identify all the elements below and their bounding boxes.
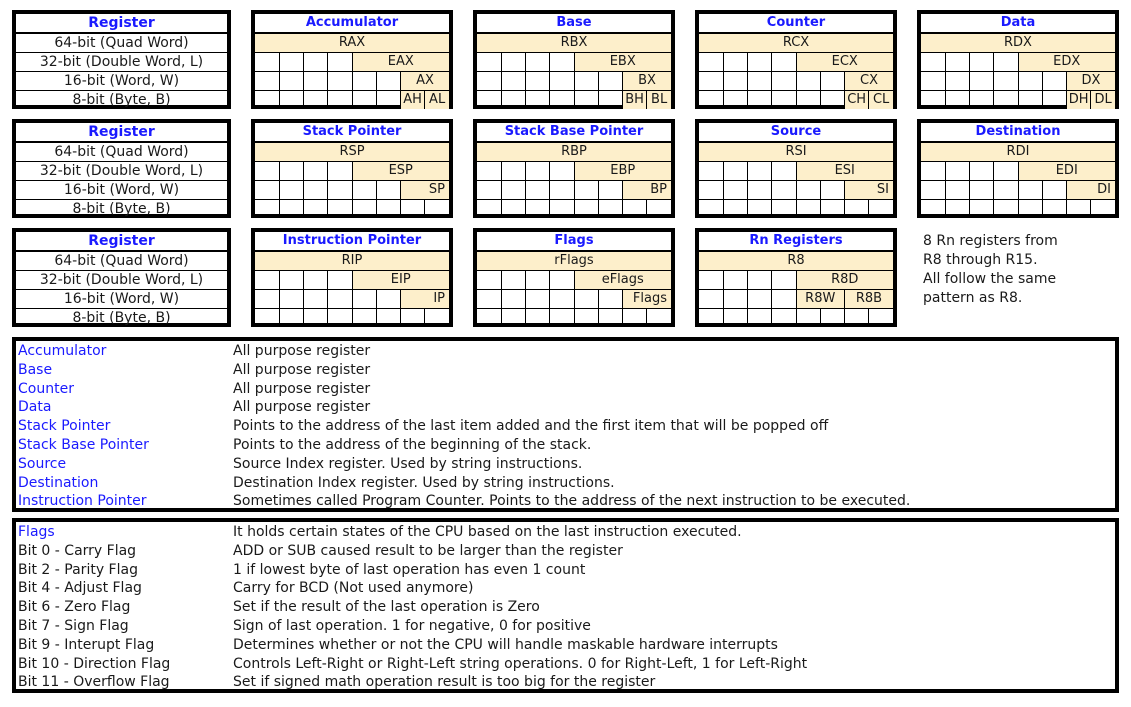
flag-descriptions-panel [12, 518, 1119, 693]
register-8bit: R8B [845, 290, 894, 309]
flag-name: Bit 11 - Overflow Flag [18, 674, 170, 691]
register-64bit: RDI [921, 142, 1115, 162]
label-32bit: 32-bit (Double Word, L) [16, 271, 227, 290]
register-description: All purpose register [233, 380, 371, 397]
register-description: Destination Index register. Used by string instructions. [233, 474, 615, 491]
flag-description: Set if signed math operation result is too big for the register [233, 674, 656, 691]
register-description: Source Index register. Used by string instructions. [233, 455, 583, 472]
register-title: Accumulator [255, 14, 449, 33]
flag-description: Controls Left-Right or Right-Left string operations. 0 for Right-Left, 1 for Left-Right [233, 655, 808, 672]
description-row [16, 417, 1115, 436]
label-table-header: Register [16, 232, 227, 251]
label-16bit: 16-bit (Word, W) [16, 72, 227, 91]
register-16bit: BP [623, 181, 672, 200]
register-32bit: ESP [352, 162, 449, 181]
flag-description: 1 if lowest byte of last operation has even 1 count [233, 561, 586, 578]
label-64bit: 64-bit (Quad Word) [16, 251, 227, 271]
register-32bit: EAX [352, 53, 449, 72]
stack-pointer-register-table [251, 119, 453, 218]
register-size-label-table [12, 119, 231, 218]
base-register-table [473, 10, 675, 109]
register-32bit: eFlags [574, 271, 671, 290]
register-descriptions-panel [12, 337, 1119, 512]
label-16bit: 16-bit (Word, W) [16, 290, 227, 309]
flag-name: Bit 0 - Carry Flag [18, 542, 137, 559]
register-8bit-high: CH [845, 91, 869, 110]
register-title: Base [477, 14, 671, 33]
register-32bit: EDX [1018, 53, 1115, 72]
flag-row [16, 523, 1115, 542]
label-16bit: 16-bit (Word, W) [16, 181, 227, 200]
accumulator-register-table [251, 10, 453, 109]
note-line: R8 through R15. [923, 252, 1038, 268]
rn-registers-table [695, 228, 897, 327]
register-title: Counter [699, 14, 893, 33]
register-title: Data [921, 14, 1115, 33]
destination-register-table [917, 119, 1119, 218]
register-name: Base [18, 361, 53, 378]
label-8bit: 8-bit (Byte, B) [16, 200, 227, 219]
register-name: Data [18, 399, 52, 416]
label-64bit: 64-bit (Quad Word) [16, 142, 227, 162]
register-8bit-low: DL [1091, 91, 1115, 110]
flag-row [16, 542, 1115, 561]
label-8bit: 8-bit (Byte, B) [16, 309, 227, 328]
description-row [16, 474, 1115, 493]
register-title: Flags [477, 232, 671, 251]
register-16bit: DX [1067, 72, 1116, 91]
register-name: Stack Base Pointer [18, 436, 149, 453]
register-16bit: R8W [796, 290, 845, 309]
instruction-pointer-register-table [251, 228, 453, 327]
description-row [16, 436, 1115, 455]
register-title: Stack Base Pointer [477, 123, 671, 142]
flag-description: Carry for BCD (Not used anymore) [233, 580, 474, 597]
data-register-table [917, 10, 1119, 109]
stack-base-pointer-register-table [473, 119, 675, 218]
register-title: Rn Registers [699, 232, 893, 251]
register-title: Source [699, 123, 893, 142]
register-description: All purpose register [233, 361, 371, 378]
flag-name: Bit 2 - Parity Flag [18, 561, 138, 578]
label-table-header: Register [16, 14, 227, 33]
label-32bit: 32-bit (Double Word, L) [16, 53, 227, 72]
label-32bit: 32-bit (Double Word, L) [16, 162, 227, 181]
register-name: Instruction Pointer [18, 493, 147, 510]
register-32bit: EBP [574, 162, 671, 181]
register-name: Destination [18, 474, 99, 491]
register-64bit: R8 [699, 251, 893, 271]
rn-registers-note [923, 232, 1058, 308]
register-8bit-high: AH [401, 91, 425, 110]
register-8bit-low: AL [425, 91, 449, 110]
register-description: Points to the address of the last item added and the first item that will be popped off [233, 418, 829, 435]
register-name: Accumulator [18, 343, 107, 359]
register-16bit: DI [1067, 181, 1116, 200]
register-description: Points to the address of the beginning of the stack. [233, 436, 592, 453]
register-description: Sometimes called Program Counter. Points to the address of the next instruction to be executed. [233, 493, 911, 510]
register-64bit: RSI [699, 142, 893, 162]
label-8bit: 8-bit (Byte, B) [16, 91, 227, 110]
register-8bit-low: CL [869, 91, 893, 110]
flag-name: Bit 10 - Direction Flag [18, 655, 171, 672]
register-64bit: RCX [699, 33, 893, 53]
description-row [16, 455, 1115, 474]
register-64bit: RBP [477, 142, 671, 162]
flag-description: Determines whether or not the CPU will handle maskable hardware interrupts [233, 636, 778, 653]
flag-name: Bit 4 - Adjust Flag [18, 580, 142, 597]
register-64bit: RSP [255, 142, 449, 162]
register-16bit: SP [401, 181, 450, 200]
register-16bit: Flags [623, 290, 672, 309]
register-16bit: BX [623, 72, 672, 91]
register-16bit: CX [845, 72, 894, 91]
register-size-label-table [12, 10, 231, 109]
register-8bit-low: BL [647, 91, 671, 110]
flag-name: Bit 6 - Zero Flag [18, 599, 131, 616]
description-row [16, 361, 1115, 380]
flag-description: Sign of last operation. 1 for negative, 0 for positive [233, 617, 591, 634]
description-row [16, 398, 1115, 417]
register-32bit: R8D [796, 271, 893, 290]
register-title: Destination [921, 123, 1115, 142]
register-64bit: RIP [255, 251, 449, 271]
register-64bit: RDX [921, 33, 1115, 53]
register-32bit: ECX [796, 53, 893, 72]
flag-name: Bit 9 - Interupt Flag [18, 636, 155, 653]
flag-name: Flags [18, 524, 55, 540]
register-8bit-high: BH [623, 91, 647, 110]
note-line: All follow the same [923, 271, 1057, 287]
flag-row [16, 617, 1115, 636]
register-8bit-high: DH [1067, 91, 1091, 110]
register-title: Instruction Pointer [255, 232, 449, 251]
register-16bit: SI [845, 181, 894, 200]
flag-row [16, 655, 1115, 674]
flag-row [16, 561, 1115, 580]
flag-description: It holds certain states of the CPU based on the last instruction executed. [233, 524, 742, 540]
register-16bit: IP [401, 290, 450, 309]
flag-row [16, 598, 1115, 617]
flag-row [16, 579, 1115, 598]
register-64bit: rFlags [477, 251, 671, 271]
register-16bit: AX [401, 72, 450, 91]
register-32bit: EBX [574, 53, 671, 72]
note-line: pattern as R8. [923, 290, 1023, 306]
description-row [16, 380, 1115, 399]
register-32bit: EIP [352, 271, 449, 290]
source-register-table [695, 119, 897, 218]
label-64bit: 64-bit (Quad Word) [16, 33, 227, 53]
register-size-label-table [12, 228, 231, 327]
register-name: Stack Pointer [18, 418, 111, 435]
register-64bit: RBX [477, 33, 671, 53]
flag-description: Set if the result of the last operation is Zero [233, 599, 540, 616]
note-line: 8 Rn registers from [923, 233, 1058, 249]
register-name: Source [18, 455, 67, 472]
description-row [16, 492, 1115, 511]
register-64bit: RAX [255, 33, 449, 53]
description-row [16, 342, 1115, 361]
counter-register-table [695, 10, 897, 109]
register-32bit: EDI [1018, 162, 1115, 181]
register-description: All purpose register [233, 343, 371, 359]
register-title: Stack Pointer [255, 123, 449, 142]
register-32bit: ESI [796, 162, 893, 181]
flag-row [16, 636, 1115, 655]
label-table-header: Register [16, 123, 227, 142]
register-name: Counter [18, 380, 74, 397]
flag-row [16, 673, 1115, 692]
flags-register-table [473, 228, 675, 327]
register-description: All purpose register [233, 399, 371, 416]
flag-description: ADD or SUB caused result to be larger than the register [233, 542, 623, 559]
flag-name: Bit 7 - Sign Flag [18, 617, 129, 634]
